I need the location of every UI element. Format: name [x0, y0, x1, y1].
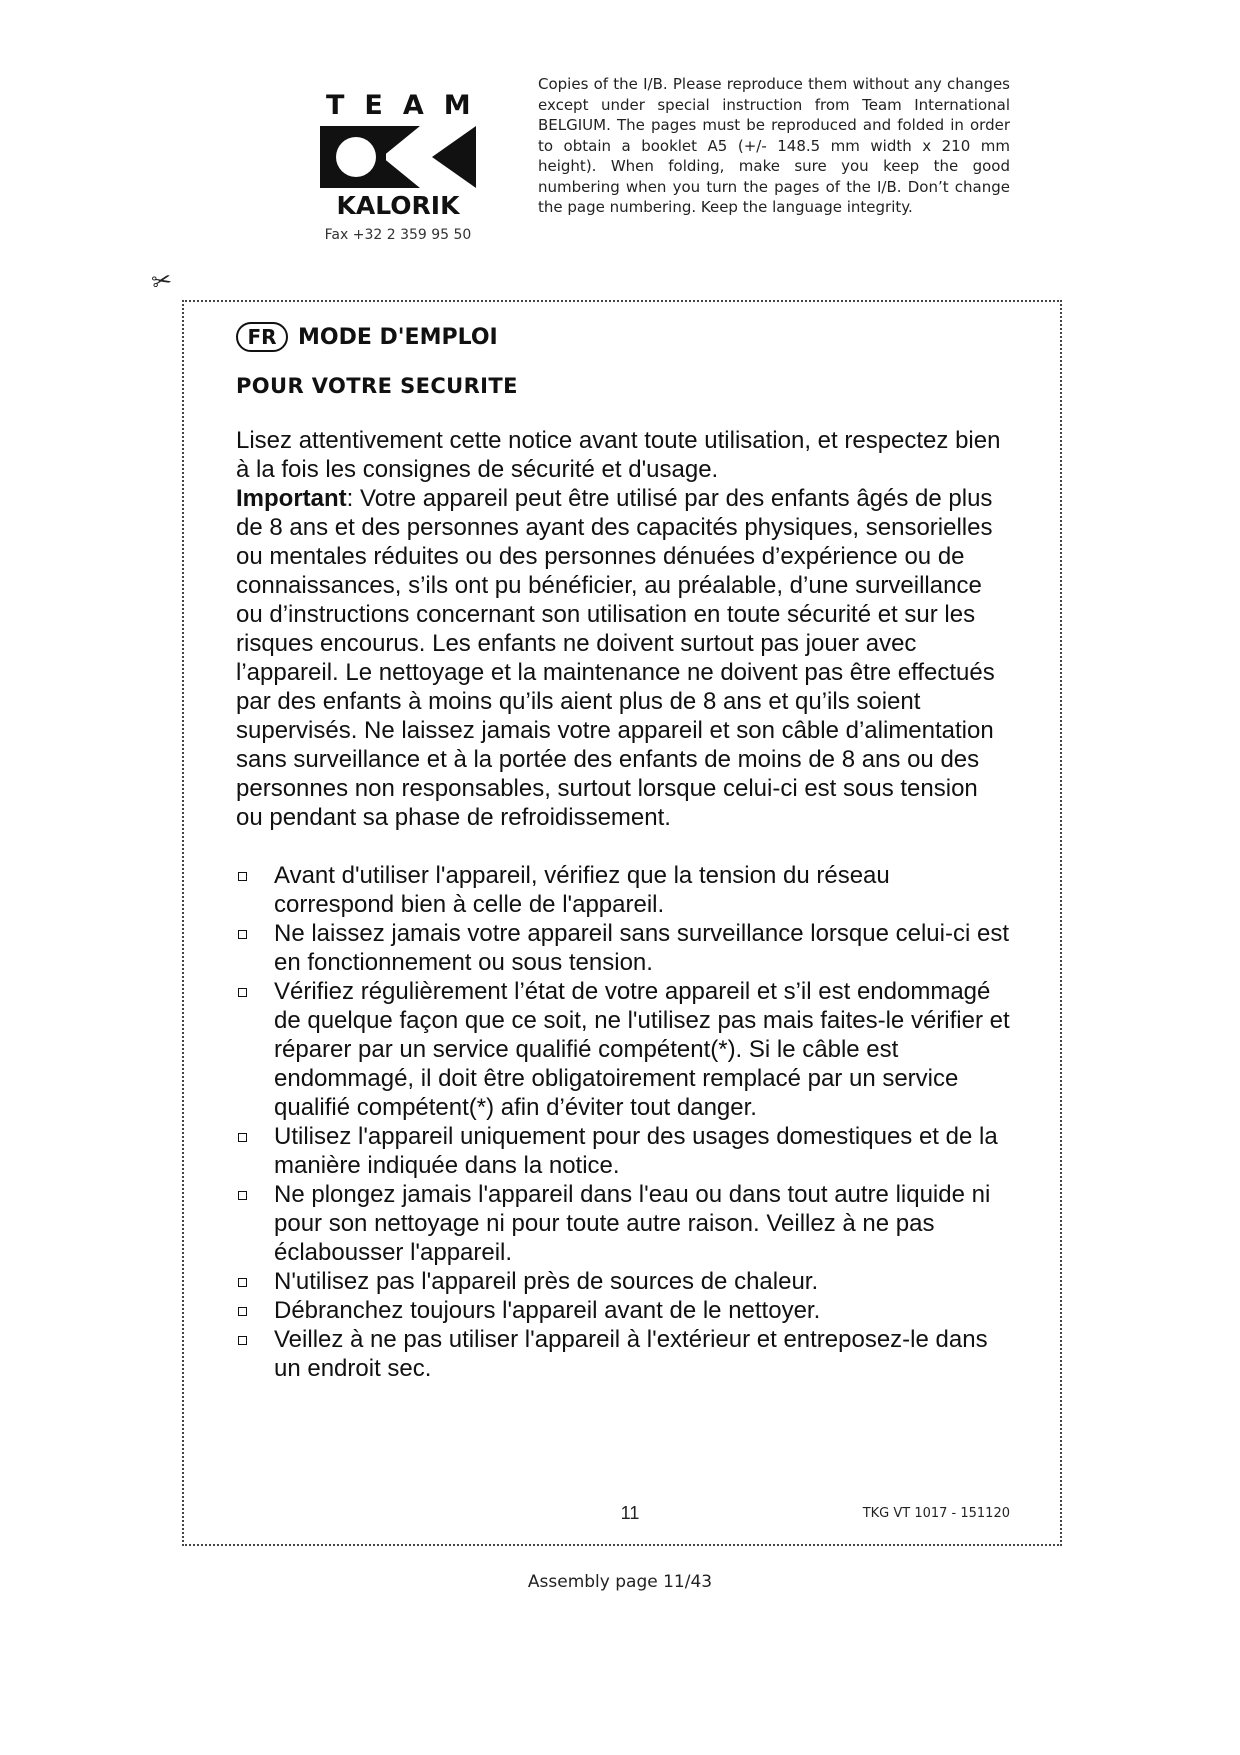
- safety-intro: [236, 426, 1010, 832]
- list-item: Avant d'utiliser l'appareil, vérifiez que la tension du réseau correspond bien à celle de l'appareil.: [236, 861, 1010, 919]
- title-row: [236, 322, 1010, 352]
- checkbox-bullet-icon: [238, 930, 247, 939]
- fax-number: Fax +32 2 359 95 50: [324, 227, 472, 243]
- kalorik-k-mark-icon: [320, 126, 476, 188]
- page-number: 11: [620, 1503, 640, 1523]
- list-item: Veillez à ne pas utiliser l'appareil à l'extérieur et entreposez-le dans un endroit sec.: [236, 1325, 1010, 1383]
- language-badge: FR: [236, 322, 288, 352]
- list-item: Ne plongez jamais l'appareil dans l'eau ou dans tout autre liquide ni pour son nettoyage ni pour toute autre raison. Veillez à ne pas éclabousser l'appareil.: [236, 1180, 1010, 1267]
- checkbox-bullet-icon: [238, 1278, 247, 1287]
- list-item: Ne laissez jamais votre appareil sans surveillance lorsque celui-ci est en fonctionnement ou sous tension.: [236, 919, 1010, 977]
- section-title: POUR VOTRE SECURITE: [236, 374, 518, 398]
- logo-brand-text: KALORIK: [336, 191, 460, 220]
- kalorik-logo: [318, 90, 491, 220]
- document-code: TKG VT 1017 - 151120: [862, 1506, 1010, 1521]
- important-paragraph: [236, 484, 1010, 832]
- intro-paragraph: Lisez attentivement cette notice avant toute utilisation, et respectez bien à la fois les consignes de sécurité et d'usage.: [236, 427, 1001, 483]
- checkbox-bullet-icon: [238, 1307, 247, 1316]
- list-item: Débranchez toujours l'appareil avant de le nettoyer.: [236, 1296, 1010, 1325]
- safety-bullet-list: [236, 861, 1010, 1383]
- manual-page-content: [236, 322, 1010, 1383]
- checkbox-bullet-icon: [238, 1191, 247, 1200]
- checkbox-bullet-icon: [238, 1336, 247, 1345]
- checkbox-bullet-icon: [238, 988, 247, 997]
- scissors-icon: ✂: [149, 266, 175, 297]
- list-item: Vérifiez régulièrement l’état de votre appareil et s’il est endommagé de quelque façon que ce soit, ne l'utilisez pas mais faites-le vérifier et réparer par un service qualifié compétent(*). Si le câble est endommagé, il doit être obligatoirement remplacé par un service qualifié compétent(*) afin d’éviter tout danger.: [236, 977, 1010, 1122]
- checkbox-bullet-icon: [238, 1133, 247, 1142]
- list-item: Utilisez l'appareil uniquement pour des usages domestiques et de la manière indiquée dans la notice.: [236, 1122, 1010, 1180]
- logo-team-text: TEAM: [326, 90, 491, 121]
- list-item: N'utilisez pas l'appareil près de sources de chaleur.: [236, 1267, 1010, 1296]
- reproduction-instructions: Copies of the I/B. Please reproduce them without any changes except under special instruction from Team International BELGIUM. The pages must be reproduced and folded in order to obtain a booklet A5 (+/- 148.5 mm width x 210 mm height). When folding, make sure you keep the good numbering when you turn the pages of the I/B. Don’t change the page numbering. Keep the language integrity.: [538, 75, 1010, 216]
- page-title: MODE D'EMPLOI: [298, 324, 498, 350]
- assembly-page-label: Assembly page 11/43: [527, 1572, 713, 1592]
- important-label: Important: [236, 485, 347, 512]
- important-text: : Votre appareil peut être utilisé par des enfants âgés de plus de 8 ans et des personnes ayant des capacités physiques, sensorielles ou mentales réduites ou des personnes dénuées d’expérience ou de connaissances, s’ils ont pu bénéficier, au préalable, d’une surveillance ou d’instructions concernant son utilisation en toute sécurité et sur les risques encourus. Les enfants ne doivent surtout pas jouer avec l’appareil. Le nettoyage et la maintenance ne doivent pas être effectués par des enfants à moins qu’ils aient plus de 8 ans et qu’ils soient supervisés. Ne laissez jamais votre appareil et son câble d’alimentation sans surveillance et à la portée des enfants de moins de 8 ans ou des personnes non responsables, surtout lorsque celui-ci est sous tension ou pendant sa phase de refroidissement.: [236, 485, 995, 831]
- checkbox-bullet-icon: [238, 872, 247, 881]
